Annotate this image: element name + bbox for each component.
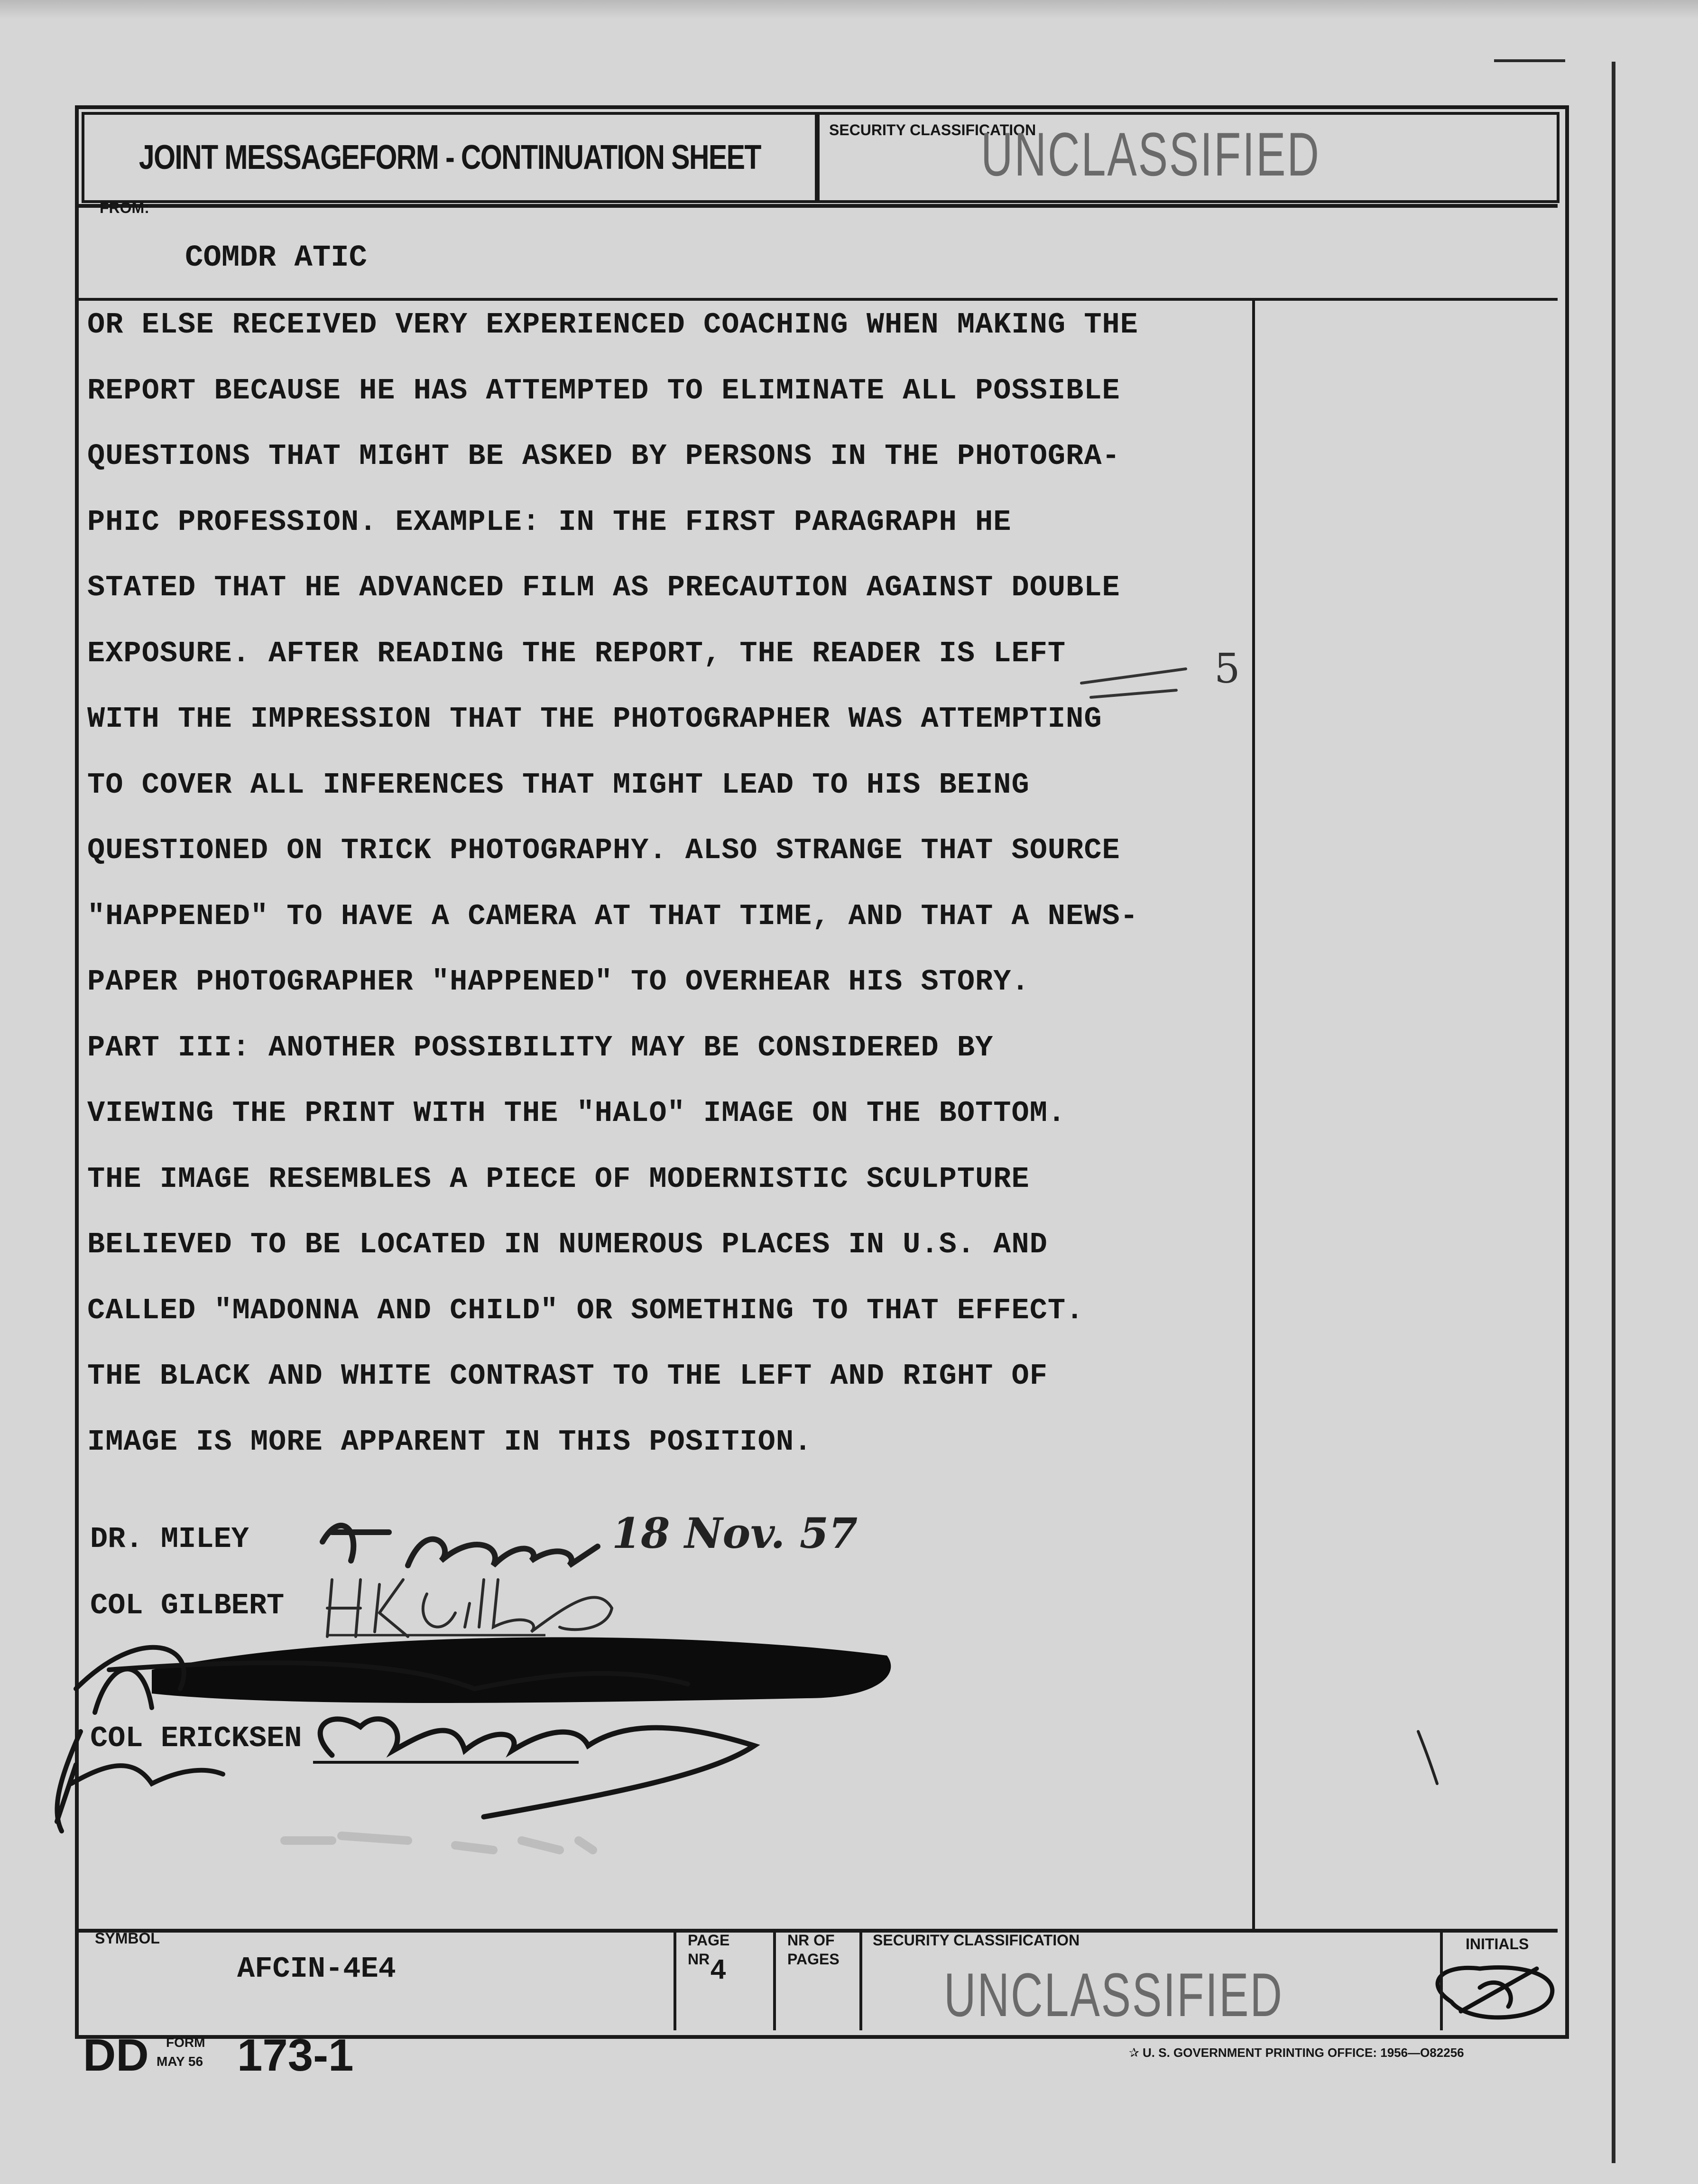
signer-name: COL GILBERT xyxy=(90,1589,285,1622)
body-line: OR ELSE RECEIVED VERY EXPERIENCED COACHING WHEN MAKING THE xyxy=(87,308,1138,342)
form-dd: DD xyxy=(83,2030,149,2081)
pages-cell-rule xyxy=(773,1931,776,2030)
body-line: PART III: ANOTHER POSSIBILITY MAY BE CONSIDERED BY xyxy=(87,1030,994,1064)
body-line: THE BLACK AND WHITE CONTRAST TO THE LEFT AND RIGHT OF xyxy=(87,1359,1048,1393)
initials-cell-rule xyxy=(1440,1931,1443,2030)
nr-of-label: NR OF xyxy=(787,1932,835,1949)
body-line: PHIC PROFESSION. EXAMPLE: IN THE FIRST PARAGRAPH HE xyxy=(87,505,1012,539)
signer-name: DR. MILEY xyxy=(90,1522,249,1556)
signature-date: 18 Nov. 57 xyxy=(612,1508,858,1558)
body-line: EXPOSURE. AFTER READING THE REPORT, THE READER IS LEFT xyxy=(87,636,1066,670)
security-classification-box xyxy=(817,112,1560,203)
page-number: 4 xyxy=(711,1954,726,1985)
page-cell-rule xyxy=(674,1931,676,2030)
body-line: TO COVER ALL INFERENCES THAT MIGHT LEAD TO HIS BEING xyxy=(87,768,1030,802)
form-word: FORM xyxy=(166,2035,205,2050)
body-line: QUESTIONS THAT MIGHT BE ASKED BY PERSONS IN THE PHOTOGRA- xyxy=(87,439,1120,473)
page-label: PAGE xyxy=(688,1932,730,1949)
body-line: THE IMAGE RESEMBLES A PIECE OF MODERNISTIC SCULPTURE xyxy=(87,1162,1030,1196)
margin-note: 5 xyxy=(1214,645,1240,693)
signature-row-redacted xyxy=(90,1651,302,1717)
from-label: FROM: xyxy=(100,199,149,216)
body-line: CALLED "MADONNA AND CHILD" OR SOMETHING TO THAT EFFECT. xyxy=(87,1293,1084,1327)
body-line: VIEWING THE PRINT WITH THE "HALO" IMAGE ON THE BOTTOM. xyxy=(87,1096,1066,1130)
form-number: 173-1 xyxy=(237,2030,354,2081)
signature-row-gilbert xyxy=(90,1584,302,1651)
security-cell-rule xyxy=(859,1931,862,2030)
body-line: WITH THE IMPRESSION THAT THE PHOTOGRAPHER WAS ATTEMPTING xyxy=(87,702,1102,736)
signature-row-miley xyxy=(90,1518,302,1584)
signature-row-ericksen xyxy=(90,1717,302,1784)
page-right-edge xyxy=(1612,62,1615,2163)
initials-label: INITIALS xyxy=(1466,1935,1529,1953)
form-title-box xyxy=(82,112,818,203)
from-value: COMDR ATIC xyxy=(185,241,368,275)
symbol-label: SYMBOL xyxy=(95,1930,160,1947)
body-line: REPORT BECAUSE HE HAS ATTEMPTED TO ELIMINATE ALL POSSIBLE xyxy=(87,373,1120,407)
pages-label: PAGES xyxy=(787,1951,840,1968)
security-classification-label: SECURITY CLASSIFICATION xyxy=(829,121,1036,139)
page-label-nr: NR xyxy=(688,1951,710,1968)
scan-edge xyxy=(0,0,1698,19)
body-line: "HAPPENED" TO HAVE A CAMERA AT THAT TIME, AND THAT A NEWS- xyxy=(87,899,1138,933)
divider xyxy=(79,204,1558,208)
form-title: JOINT MESSAGEFORM - CONTINUATION SHEET xyxy=(138,139,761,176)
body-line: PAPER PHOTOGRAPHER "HAPPENED" TO OVERHEAR HIS STORY. xyxy=(87,965,1030,999)
security-stamp-bottom: UNCLASSIFIED xyxy=(944,1960,1283,2029)
footer-security-label: SECURITY CLASSIFICATION xyxy=(873,1932,1080,1949)
message-body xyxy=(87,304,1254,1486)
security-stamp-top: UNCLASSIFIED xyxy=(981,120,1320,189)
body-line: QUESTIONED ON TRICK PHOTOGRAPHY. ALSO STRANGE THAT SOURCE xyxy=(87,833,1120,867)
margin-dash xyxy=(1494,59,1565,62)
printing-office-line: ✰ U. S. GOVERNMENT PRINTING OFFICE: 1956—O82256 xyxy=(1129,2045,1464,2060)
signature-block xyxy=(90,1518,302,1784)
form-date: MAY 56 xyxy=(157,2054,203,2069)
body-line: IMAGE IS MORE APPARENT IN THIS POSITION. xyxy=(87,1425,812,1459)
body-line: BELIEVED TO BE LOCATED IN NUMEROUS PLACES IN U.S. AND xyxy=(87,1228,1048,1261)
divider xyxy=(79,298,1558,301)
body-line: STATED THAT HE ADVANCED FILM AS PRECAUTION AGAINST DOUBLE xyxy=(87,571,1120,604)
symbol-value: AFCIN-4E4 xyxy=(237,1952,396,1986)
signer-name: COL ERICKSEN xyxy=(90,1721,302,1755)
